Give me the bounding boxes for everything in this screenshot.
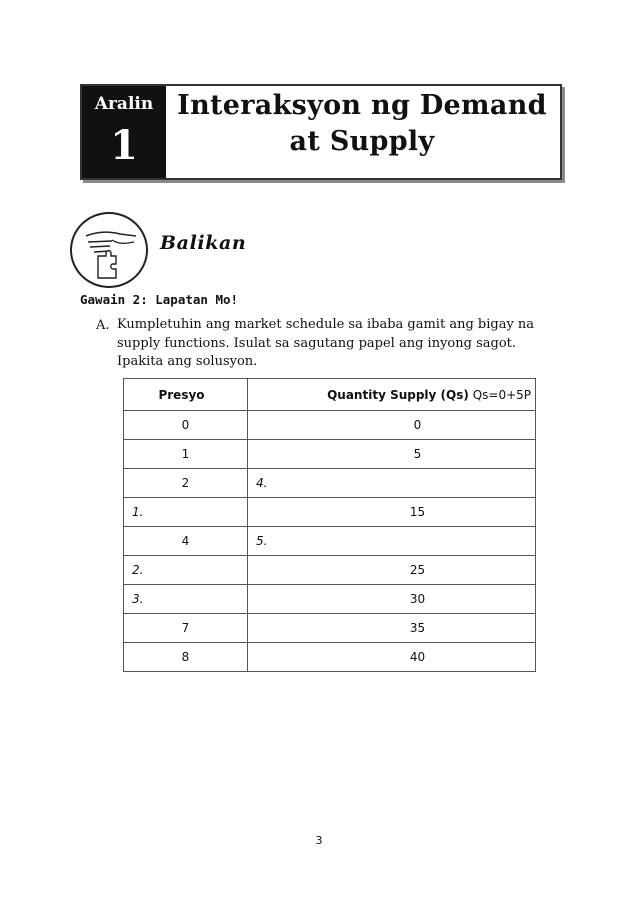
instruction-text [117, 316, 557, 372]
qs-blank-5: 5. [248, 527, 536, 556]
table-row [124, 498, 536, 527]
qs-blank-4: 4. [248, 469, 536, 498]
table-row [124, 585, 536, 614]
header-price: Presyo [124, 379, 248, 411]
aralin-label: Aralin [94, 94, 154, 114]
table-header-row [124, 379, 536, 411]
lesson-number-block [82, 86, 166, 178]
table-row [124, 527, 536, 556]
section-title: Balikan [160, 232, 247, 254]
table-row [124, 411, 536, 440]
lesson-title [168, 88, 556, 160]
price-cell: 2 [124, 469, 248, 498]
qs-cell: 40 [248, 643, 536, 672]
item-letter: A. [96, 318, 110, 333]
instruction-line-1: Kumpletuhin ang market schedule sa ibaba gamit ang bigay na [117, 317, 535, 332]
market-schedule-table [123, 378, 536, 672]
table-row [124, 440, 536, 469]
qs-cell: 0 [248, 411, 536, 440]
lesson-number: 1 [110, 122, 138, 169]
price-blank-3: 3. [124, 585, 248, 614]
instruction-line-2: supply functions. Isulat sa sagutang papel ang inyong sagot. [117, 335, 517, 351]
table-row [124, 614, 536, 643]
qs-cell: 25 [248, 556, 536, 585]
qs-cell: 35 [248, 614, 536, 643]
activity-heading: Gawain 2: Lapatan Mo! [80, 292, 239, 307]
lesson-title-line-1: Interaksyon ng Demand [177, 90, 547, 121]
header-quantity-supply [248, 379, 536, 411]
price-blank-2: 2. [124, 556, 248, 585]
hand-puzzle-icon [70, 212, 148, 288]
qs-cell: 5 [248, 440, 536, 469]
qs-cell: 30 [248, 585, 536, 614]
price-cell: 1 [124, 440, 248, 469]
table-row [124, 556, 536, 585]
table-row [124, 469, 536, 498]
table-row [124, 643, 536, 672]
instruction-line-3: Ipakita ang solusyon. [117, 354, 258, 369]
price-cell: 7 [124, 614, 248, 643]
header-qs-label: Quantity Supply (Qs) [327, 387, 469, 402]
hand-puzzle-drawing [72, 214, 146, 286]
price-cell: 0 [124, 411, 248, 440]
header-qs-formula: Qs=0+5P [472, 387, 531, 402]
price-cell: 4 [124, 527, 248, 556]
lesson-title-line-2: at Supply [289, 126, 435, 157]
price-blank-1: 1. [124, 498, 248, 527]
price-cell: 8 [124, 643, 248, 672]
page-number: 3 [315, 834, 323, 847]
lesson-banner [80, 84, 562, 180]
qs-cell: 15 [248, 498, 536, 527]
